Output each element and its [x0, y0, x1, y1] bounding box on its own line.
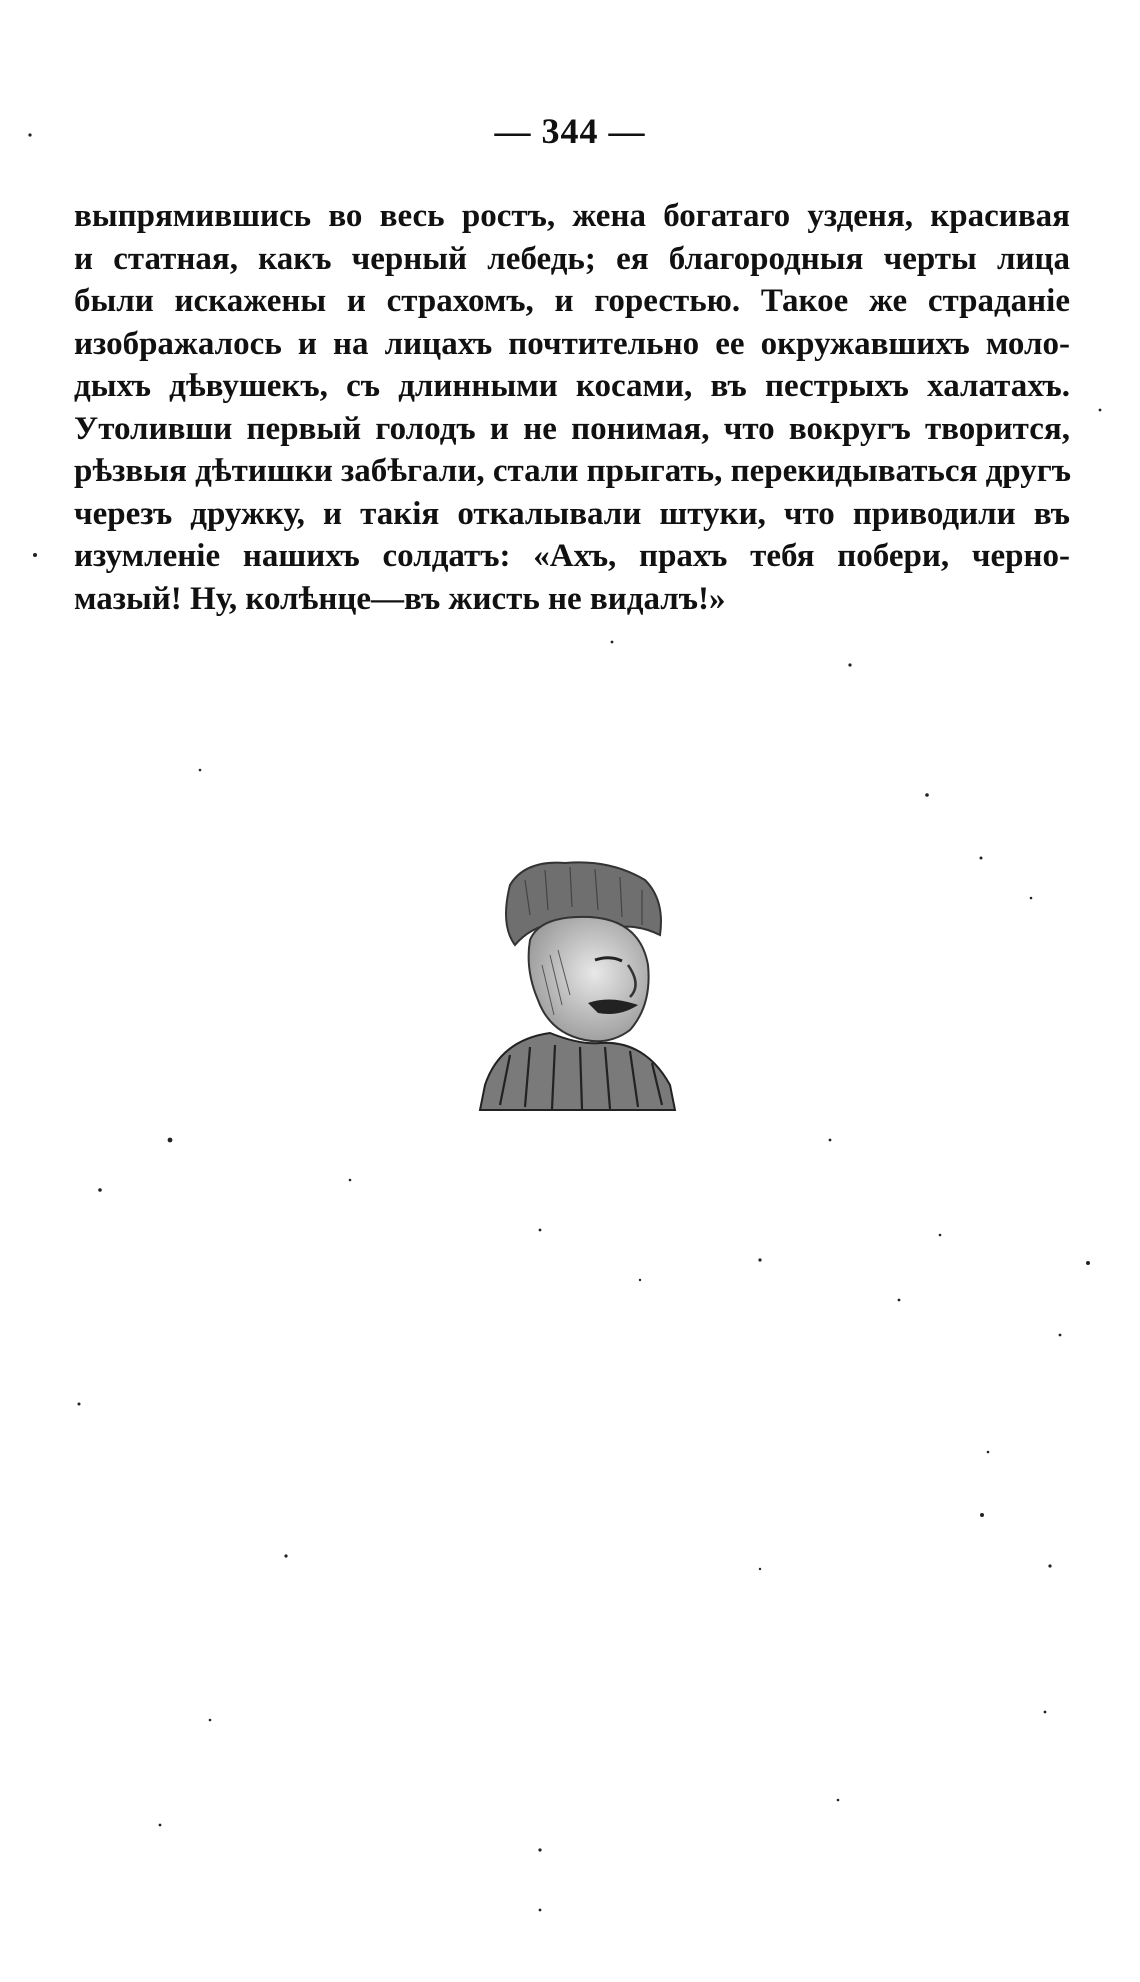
text-line: были искажены и страхомъ, и горестью. Такое же страданіе: [74, 283, 1070, 319]
text-line: изображалось и на лицахъ почтительно ее окружавшихъ моло-: [74, 325, 1070, 362]
text-line: мазый! Ну, колѣнце—въ жисть не видалъ!»: [74, 580, 726, 617]
body-text: [74, 195, 1070, 620]
text-line: и статная, какъ черный лебедь; ея благородныя черты лица: [74, 240, 1070, 277]
text-line: дыхъ дѣвушекъ, съ длинными косами, въ пестрыхъ халатахъ.: [74, 368, 1070, 404]
page-number: — 344 —: [494, 111, 646, 151]
text-line: Утоливши первый голодъ и не понимая, что вокругъ творится,: [74, 410, 1070, 447]
text-line: рѣзвыя дѣтишки забѣгали, стали прыгать, перекидываться другъ: [74, 453, 1071, 489]
portrait-vignette-icon: [470, 855, 680, 1115]
text-line: изумленіе нашихъ солдатъ: «Ахъ, прахъ тебя побери, черно-: [74, 538, 1070, 574]
text-line: выпрямившись во весь ростъ, жена богатаго узденя, красивая: [74, 198, 1070, 234]
text-line: черезъ дружку, и такія откалывали штуки, что приводили въ: [74, 495, 1070, 532]
